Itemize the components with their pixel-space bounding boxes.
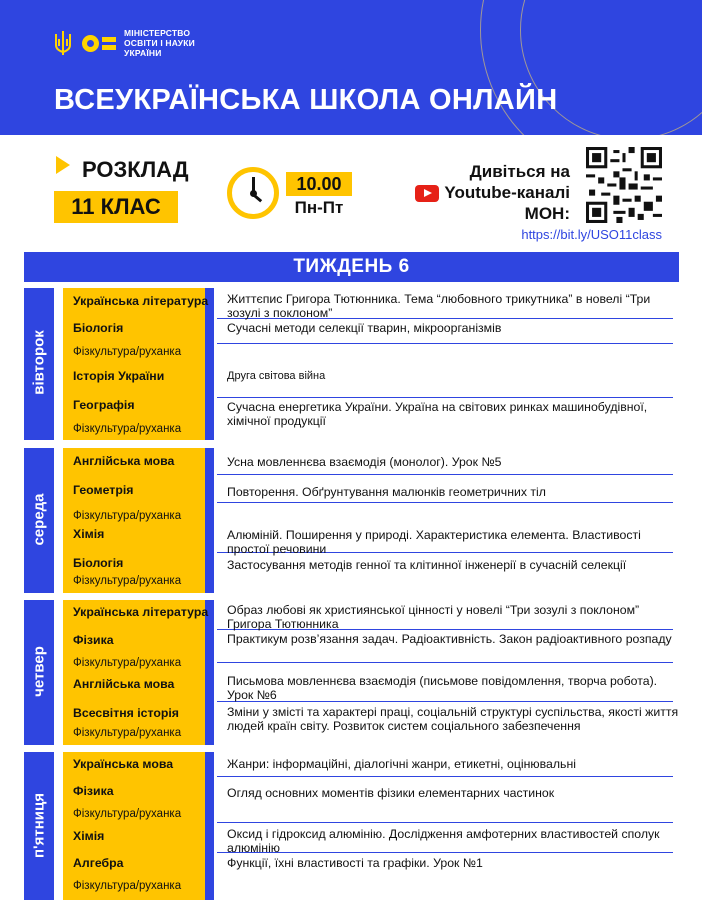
subject-name: Фізкультура/руханка [73,880,182,892]
day-name: п'ятниця [30,793,48,858]
subject-name: Фізкультура/руханка [73,423,182,435]
watch-text: Дивіться на [469,162,570,181]
lesson-topic: Практикум розв’язання задач. Радіоактивність. Закон радіоактивного розпаду [227,632,672,646]
subject-name: Біологія [73,556,124,570]
channel-link[interactable]: https://bit.ly/USO11class [521,227,662,242]
class-badge: 11 КЛАС [54,191,178,223]
day-tab [24,600,54,745]
ministry-logo[interactable] [54,28,195,58]
subject-name: Фізкультура/руханка [73,346,182,358]
subject-name: Алгебра [73,856,124,870]
ministry-abbrev: МОН: [524,204,570,223]
row-divider [217,343,673,344]
page-title: ВСЕУКРАЇНСЬКА ШКОЛА ОНЛАЙН [54,84,558,116]
lesson-topic: Оксид і гідроксид алюмінію. Дослідження амфотерних властивостей сполук алюмінію [227,827,660,855]
subject-name: Фізкультура/руханка [73,510,182,522]
lesson-topic: Застосування методів генної та клітинної інженерії в сучасній селекції [227,558,627,572]
days-label: Пн-Пт [294,198,344,217]
day-name: середа [30,493,48,546]
lesson-topic: Образ любові як християнської цінності у новелі “Три зозулі з поклоном” Григора Тютюнника [227,603,640,631]
subject-name: Фізкультура/руханка [73,808,182,820]
day-tab [24,752,54,900]
day-block-thursday [24,600,679,745]
subject-name: Фізика [73,633,114,647]
lesson-topic: Життєпис Григора Тютюнника. Тема “любовного трикутника” в новелі “Три зозулі з поклоном” [227,292,651,320]
row-divider [217,474,673,475]
mon-logo-icon [82,35,116,52]
row-divider [217,662,673,663]
lesson-topic: Друга світова війна [227,370,326,382]
column-divider [205,448,214,593]
youtube-icon [415,185,439,202]
row-divider [217,822,673,823]
day-block-friday [24,752,679,900]
header-band [0,0,702,135]
subject-name: Історія України [73,369,165,383]
row-divider [217,397,673,398]
lesson-topic: Алюміній. Поширення у природі. Характеристика елемента. Властивості простої речовини [227,528,641,556]
subject-column [63,752,205,900]
subject-name: Біологія [73,321,124,335]
time-badge: 10.00 [286,172,352,196]
day-block-wednesday [24,448,679,593]
column-divider [205,600,214,745]
subject-name: Хімія [73,527,105,541]
subject-name: Фізкультура/руханка [73,575,182,587]
lesson-topic: Сучасна енергетика України. Україна на світових ринках машинобудівної, хімічної продукції [227,400,648,428]
lesson-topic: Сучасні методи селекції тварин, мікроорганізмів [227,321,502,335]
subject-name: Географія [73,398,135,412]
subject-name: Фізкультура/руханка [73,727,182,739]
schedule-label: РОЗКЛАД [82,157,189,182]
subject-column [63,288,205,440]
lesson-topic: Повторення. Обґрунтування малюнків геометричних тіл [227,485,546,499]
day-name: вівторок [30,330,48,395]
row-divider [217,502,673,503]
subject-column [63,600,205,745]
lesson-topic: Жанри: інформаційні, діалогічні жанри, етикетні, оцінювальні [227,757,576,771]
subject-name: Фізкультура/руханка [73,657,182,669]
lesson-topic: Огляд основних моментів фізики елементарних частинок [227,786,555,800]
day-tab [24,288,54,440]
subject-name: Всесвітня історія [73,706,179,720]
channel-suffix: -каналі [511,183,570,202]
subject-name: Фізика [73,784,114,798]
day-block-tuesday [24,288,679,440]
lesson-topic: Зміни у змісті та характері праці, соціальній структурі суспільства, якості життя людей країн світу. Розвиток систем соціального забезпечення [227,705,679,733]
clock-icon [227,167,279,219]
qr-code-icon[interactable] [586,147,662,223]
lesson-topic: Письмова мовленнєва взаємодія (письмове повідомлення, творча робота). Урок №6 [227,674,658,702]
subject-name: Хімія [73,829,105,843]
column-divider [205,752,214,900]
day-tab [24,448,54,593]
subject-name: Українська мова [73,757,174,771]
subject-name: Англійська мова [73,677,175,691]
subject-name: Українська література [73,294,209,308]
subject-name: Англійська мова [73,454,175,468]
trident-icon [54,30,72,56]
lesson-topic: Усна мовленнєва взаємодія (монолог). Урок №5 [227,455,502,469]
day-name: четвер [30,646,48,697]
youtube-channel-text[interactable] [400,183,570,203]
week-header: ТИЖДЕНЬ 6 [24,252,679,282]
subject-name: Геометрія [73,483,134,497]
column-divider [205,288,214,440]
play-arrow-icon [56,156,70,174]
lesson-topic: Функції, їхні властивості та графіки. Урок №1 [227,856,483,870]
subject-name: Українська література [73,605,209,619]
youtube-brand: Youtube [444,183,512,202]
row-divider [217,776,673,777]
ministry-name: МІНІСТЕРСТВО ОСВІТИ І НАУКИ УКРАЇНИ [124,28,195,58]
